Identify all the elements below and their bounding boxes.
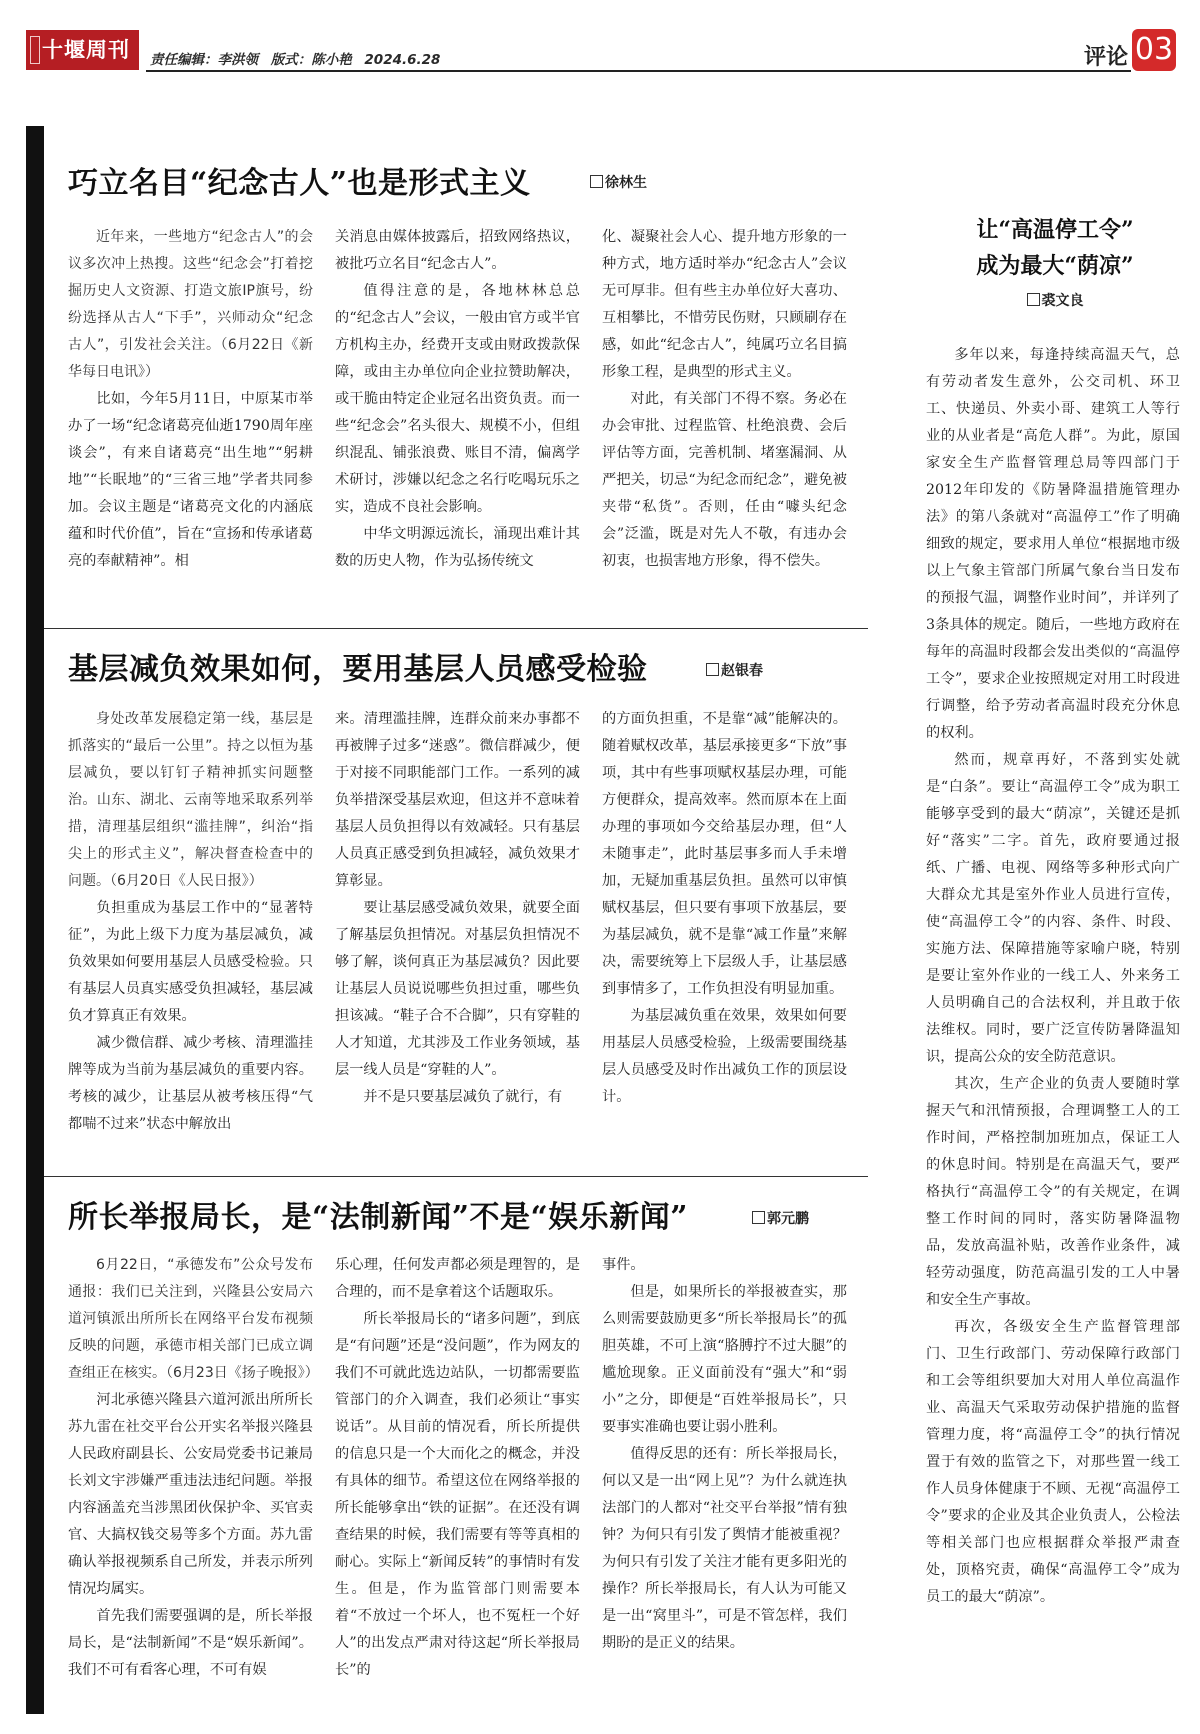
article-2-column-3 [602,706,847,1111]
paragraph: 中华文明源远流长，涌现出难计其数的历史人物，作为弘扬传统文 [335,526,580,569]
article-3-column-1 [68,1252,319,1684]
article-2 [44,636,868,1136]
sidebar-title-line-2: 成为最大“荫凉” [976,253,1134,279]
paragraph: 化、凝聚社会人心、提升地方形象的一种方式，地方适时举办“纪念古人”会议无可厚非。但有些主办单位好大喜功、互相攀比，不惜劳民伤财，只顾刷存在感，如此“纪念古人”，纯属巧立名目搞形象工程，是典型的形式主义。 [602,229,847,380]
article-divider [44,628,868,629]
sidebar-author: 裘文良 [926,290,1184,310]
paragraph: 其次，生产企业的负责人要随时掌握天气和汛情预报，合理调整工人的工作时间，严格控制加班加点，保证工人的休息时间。特别是在高温天气，要严格执行“高温停工令”的有关规定，在调整工作时间的同时，落实防暑降温物品，发放高温补贴，改善作业条件，减轻劳动强度，防范高温引发的工人中暑和安全生产事故。 [926,1076,1180,1308]
paragraph: 多年以来，每逢持续高温天气，总有劳动者发生意外，公交司机、环卫工、快递员、外卖小哥、建筑工人等行业的从业者是“高危人群”。为此，原国家安全生产监督管理总局等四部门于2012年印发的《防暑降温措施管理办法》的第八条就对“高温停工”作了明确细致的规定，要求用人单位“根据地市级以上气象主管部门所属气象台当日发布的预报气温，调整作业时间”，并详列了3条具体的规定。随后，一些地方政府在每年的高温时段都会发出类似的“高温停工令”，要求企业按照规定对用工时段进行调整，给予劳动者高温时段充分休息的权利。 [926,347,1180,741]
paragraph: 对此，有关部门不得不察。务必在办会审批、过程监管、杜绝浪费、会后评估等方面，完善机制、堵塞漏洞、从严把关，切忌“为纪念而纪念”，避免被夹带“私货”。否则，任由“噱头纪念会”泛滥，既是对先人不敬，有违办会初衷，也损害地方形象，得不偿失。 [602,391,847,569]
paragraph: 值得注意的是，各地林林总总的“纪念古人”会议，一般由官方或半官方机构主办，经费开支或由财政拨款保障，或由主办单位向企业拉赞助解决，或干脆由特定企业冠名出资负责。而一些“纪念会”名头很大、规模不小，但组织混乱、铺张浪费、账目不清，偏离学术研讨，涉嫌以纪念之名行吃喝玩乐之实，造成不良社会影响。 [335,283,580,515]
article-2-column-2 [335,706,580,1111]
paragraph: 并不是只要基层减负了就行，有 [363,1089,563,1105]
paragraph: 身处改革发展稳定第一线，基层是抓落实的“最后一公里”。持之以恒为基层减负，要以钉钉子精神抓实问题整治。山东、湖北、云南等地采取系列举措，清理基层组织“滥挂牌”，纠治“指尖上的形式主义”，解决督查检查中的问题。（6月20日《人民日报》） [68,711,313,889]
sidebar-article-header [926,212,1184,310]
sidebar-article-body [926,342,1180,1611]
article-3-column-3 [602,1252,847,1657]
issue-date: 2024.6.28 [364,52,441,68]
sidebar-title-line-1: 让“高温停工令” [976,217,1134,243]
paragraph: 负担重成为基层工作中的“显著特征”，为此上级下力度为基层减负，减负效果如何要用基层人员感受检验。只有基层人员真实感受负担减轻，基层减负才算真正有效果。 [68,900,313,1024]
article-divider [44,1176,868,1177]
paragraph: 为基层减负重在效果，效果如何要用基层人员感受检验，上级需要围绕基层人员感受及时作出减负工作的顶层设计。 [602,1008,847,1105]
logo-emblem-icon [30,36,40,64]
header-rule [146,70,1131,72]
paragraph: 关消息由媒体披露后，招致网络热议，被批巧立名目“纪念古人”。 [335,229,580,272]
paragraph: 然而，规章再好，不落到实处就是“白条”。要让“高温停工令”成为职工能够享受到的最大“荫凉”，关键还是抓好“落实”二字。首先，政府要通过报纸、广播、电视、网络等多种形式向广大群众尤其是室外作业人员进行宣传，使“高温停工令”的内容、条件、时段、实施方法、保障措施等家喻户晓，特别是要让室外作业的一线工人、外来务工人员明确自己的合法权利，并且敢于依法维权。同时，要广泛宣传防暑降温知识，提高公众的安全防范意识。 [926,752,1180,1065]
masthead-logo [26,30,139,70]
section-name: 评论 [1084,45,1129,70]
paragraph: 要让基层感受减负效果，就要全面了解基层负担情况。对基层负担情况不够了解，谈何真正为基层减负？因此要让基层人员说说哪些负担过重，哪些负担该减。“鞋子合不合脚”，只有穿鞋的人才知道，尤其涉及工作业务领域，基层一线人员是“穿鞋的人”。 [335,900,580,1078]
paragraph: 所长举报局长的“诸多问题”，到底是“有问题”还是“没问题”，作为网友的我们不可就此选边站队，一切都需要监管部门的介入调查，我们必须让“事实说话”。从目前的情况看，所长所提供的信息只是一个大而化之的概念，并没有具体的细节。希望这位在网络举报的所长能够拿出“铁的证据”。在还没有调查结果的时候，我们需要有等等真相的耐心。实际上“新闻反转”的事情时有发生。但是，作为监管部门则需要本着“不放过一个坏人，也不冤枉一个好人”的出发点严肃对待这起“所长举报局长”的 [335,1311,580,1678]
logo-text: 十堰周刊 [42,38,130,62]
paragraph: 值得反思的还有：所长举报局长，何以又是一出“网上见”？为什么就连执法部门的人都对“社交平台举报”情有独钟？为何只有引发了舆情才能被重视？为何只有引发了关注才能有更多阳光的操作？所长举报局长，有人认为可能又是一出“窝里斗”，可是不管怎样，我们期盼的是正义的结果。 [602,1446,847,1651]
article-2-title: 基层减负效果如何，要用基层人员感受检验 [68,652,648,687]
paragraph: 河北承德兴隆县六道河派出所所长苏九雷在社交平台公开实名举报兴隆县人民政府副县长、公安局党委书记兼局长刘文宇涉嫌严重违法违纪问题。举报内容涵盖充当涉黑团伙保护伞、买官卖官、大搞权钱交易等多个方面。苏九雷确认举报视频系自己所发，并表示所列情况均属实。 [68,1392,313,1597]
article-1-column-1 [68,224,313,575]
article-1-column-2 [335,224,580,575]
layout-credit: 版式：陈小艳 [270,52,352,68]
paragraph: 事件。 [602,1257,645,1273]
header-credits [150,48,448,68]
left-black-bar [26,126,44,1714]
page-number-badge: 03 [1132,29,1176,71]
article-2-author: 赵银春 [706,660,763,680]
paragraph: 减少微信群、减少考核、清理滥挂牌等成为当前为基层减负的重要内容。考核的减少，让基层从被考核压得“气都喘不过来”状态中解放出 [68,1035,313,1132]
article-1-column-3 [602,224,847,575]
article-1-title: 巧立名目“纪念古人”也是形式主义 [68,166,531,201]
article-3-column-2 [335,1252,580,1684]
article-3-title: 所长举报局长，是“法制新闻”不是“娱乐新闻” [68,1200,689,1235]
article-1 [44,150,868,570]
paragraph: 但是，如果所长的举报被查实，那么则需要鼓励更多“所长举报局长”的孤胆英雄，不可上演“胳膊拧不过大腿”的尴尬现象。正义面前没有“强大”和“弱小”之分，即便是“百姓举报局长”，只要事实准确也要让弱小胜利。 [602,1284,847,1435]
paragraph: 首先我们需要强调的是，所长举报局长，是“法制新闻”不是“娱乐新闻”。我们不可有看客心理，不可有娱 [68,1608,313,1678]
paragraph: 近年来，一些地方“纪念古人”的会议多次冲上热搜。这些“纪念会”打着挖掘历史人文资源、打造文旅IP旗号，纷纷选择从古人“下手”，兴师动众“纪念古人”，引发社会关注。（6月22日《新华每日电讯》） [68,229,313,380]
paragraph: 的方面负担重，不是靠“减”能解决的。随着赋权改革，基层承接更多“下放”事项，其中有些事项赋权基层办理，可能方便群众，提高效率。然而原本在上面办理的事项如今交给基层办理，但“人未随事走”，此时基层事多而人手未增加，无疑加重基层负担。虽然可以审慎赋权基层，但只要有事项下放基层，要为基层减负，就不是靠“减工作量”来解决，需要统筹上下层级人手，让基层感到事情多了，工作负担没有明显加重。 [602,711,847,997]
article-1-author: 徐林生 [590,172,647,192]
paragraph: 乐心理，任何发声都必须是理智的，是合理的，而不是拿着这个话题取乐。 [335,1257,580,1300]
paragraph: 比如，今年5月11日，中原某市举办了一场“纪念诸葛亮仙逝1790周年座谈会”，有来自诸葛亮“出生地”“躬耕地”“长眠地”的“三省三地”学者共同参加。会议主题是“诸葛亮文化的内涵底蕴和时代价值”，旨在“宣扬和传承诸葛亮的奉献精神”。相 [68,391,313,569]
paragraph: 来。清理滥挂牌，连群众前来办事都不再被牌子过多“迷惑”。微信群减少，便于对接不同职能部门工作。一系列的减负举措深受基层欢迎，但这并不意味着基层人员负担得以有效减轻。只有基层人员真正感受到负担减轻，减负效果才算彰显。 [335,711,580,889]
paragraph: 6月22日，“承德发布”公众号发布通报：我们已关注到，兴隆县公安局六道河镇派出所所长在网络平台发布视频反映的问题，承德市相关部门已成立调查组正在核实。（6月23日《扬子晚报》） [68,1257,319,1381]
article-3-author: 郭元鹏 [752,1208,809,1228]
page-header [0,0,1200,84]
article-3 [44,1184,868,1714]
paragraph: 再次，各级安全生产监督管理部门、卫生行政部门、劳动保障行政部门和工会等组织要加大对用人单位高温作业、高温天气采取劳动保护措施的监督管理力度，将“高温停工令”的执行情况置于有效的监管之下，对那些置一线工作人员身体健康于不顾、无视“高温停工令”要求的企业及其企业负责人，公检法等相关部门也应根据群众举报严肃查处，顶格究责，确保“高温停工令”成为员工的最大“荫凉”。 [926,1319,1180,1605]
editor-credit: 责任编辑：李洪领 [150,52,258,68]
article-2-column-1 [68,706,313,1138]
